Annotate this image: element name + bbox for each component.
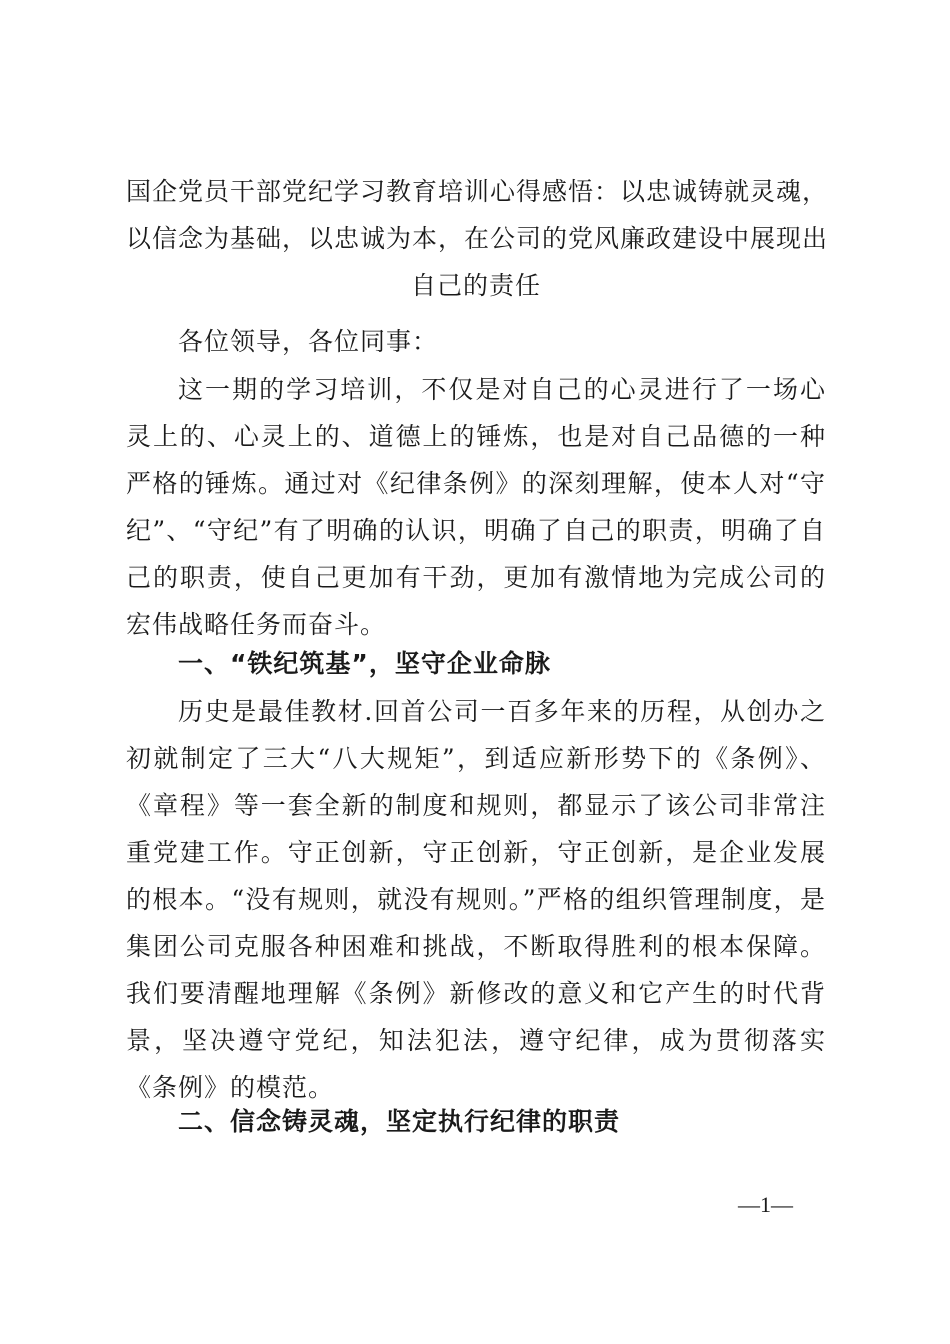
section-heading-1: 一、“铁纪筑基”，坚守企业命脉 [178, 649, 551, 678]
title-line-3: 自己的责任 [410, 271, 541, 300]
document-title [126, 168, 829, 309]
title-line-1: 国企党员干部党纪学习教育培训心得感悟：以忠诚铸就灵魂， [126, 177, 829, 206]
page-number: —1— [738, 1192, 793, 1217]
greeting: 各位领导，各位同事： [178, 327, 439, 356]
section-heading-2: 二、信念铸灵魂，坚定执行纪律的职责 [178, 1107, 621, 1136]
paragraph-section-1: 历史是最佳教材.回首公司一百多年来的历程，从创办之初就制定了三大“八大规矩”，到适应新形势下的《条例》、《章程》等一套全新的制度和规则，都显示了该公司非常注重党建工作。守正创新，守正创新，守正创新，是企业发展的根本。“没有规则，就没有规则。”严格的组织管理制度，是集团公司克服各种困难和挑战，不断取得胜利的根本保障。我们要清醒地理解《条例》新修改的意义和它产生的时代背景，坚决遵守党纪，知法犯法，遵守纪律，成为贯彻落实《条例》的模范。 [126, 697, 826, 1102]
title-line-2: 以信念为基础，以忠诚为本，在公司的党风廉政建设中展现出 [126, 224, 829, 253]
paragraph-intro: 这一期的学习培训，不仅是对自己的心灵进行了一场心灵上的、心灵上的、道德上的锤炼，也是对自己品德的一种严格的锤炼。通过对《纪律条例》的深刻理解，使本人对“守纪”、“守纪”有了明确的认识，明确了自己的职责，明确了自己的职责，使自己更加有干劲，更加有激情地为完成公司的宏伟战略任务而奋斗。 [126, 375, 826, 639]
